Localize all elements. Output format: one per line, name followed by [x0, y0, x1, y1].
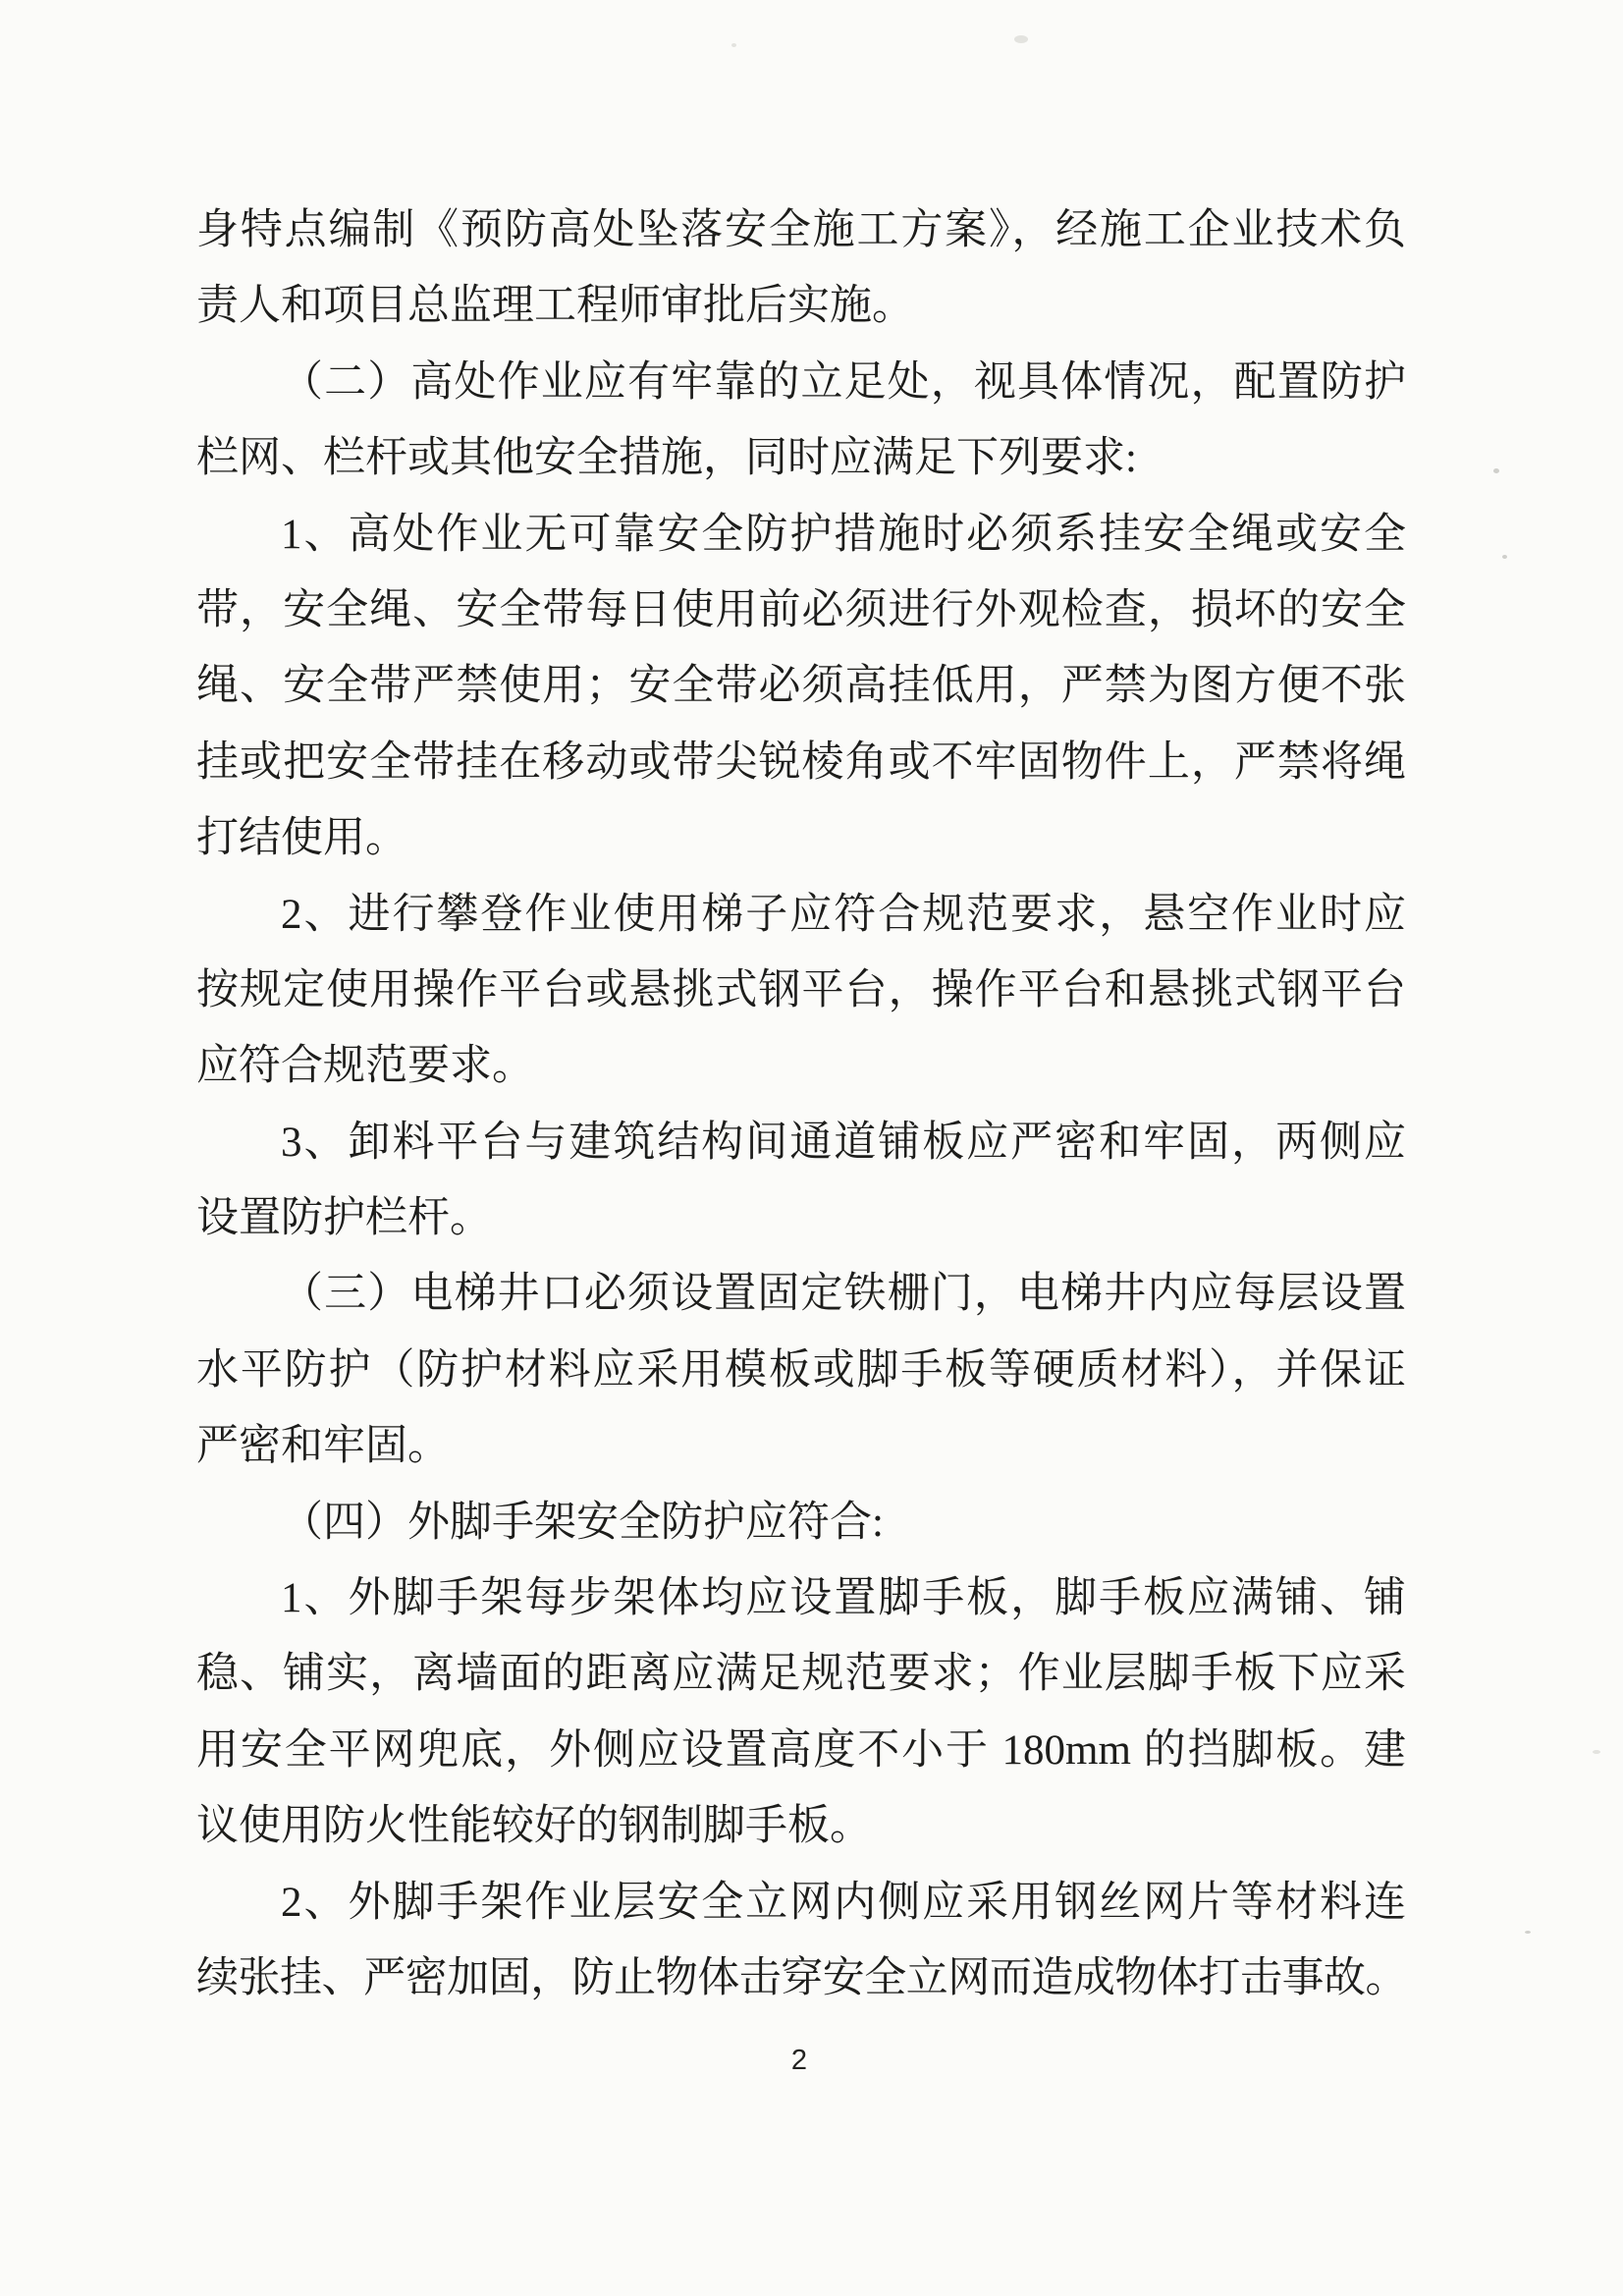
text-line: 1、外脚手架每步架体均应设置脚手板，脚手板应满铺、铺 [281, 1575, 1406, 1622]
text-line: 议使用防火性能较好的钢制脚手板。 [196, 1803, 872, 1850]
text-line: 1、高处作业无可靠安全防护措施时必须系挂安全绳或安全 [281, 511, 1406, 558]
text-line: 打结使用。 [196, 815, 407, 862]
text-line: 绳、安全带严禁使用；安全带必须高挂低用，严禁为图方便不张 [196, 663, 1406, 710]
text-line: 3、卸料平台与建筑结构间通道铺板应严密和牢固，两侧应 [281, 1119, 1406, 1166]
scan-speck [1502, 555, 1507, 559]
text-line: 设置防护栏杆。 [196, 1195, 492, 1242]
text-line: 带，安全绳、安全带每日使用前必须进行外观检查，损坏的安全 [196, 586, 1406, 633]
text-line: （四）外脚手架安全防护应符合: [281, 1499, 884, 1546]
text-line: 身特点编制《预防高处坠落安全施工方案》，经施工企业技术负 [196, 207, 1406, 253]
text-line: 责人和项目总监理工程师审批后实施。 [196, 283, 914, 330]
text-line: 栏网、栏杆或其他安全措施，同时应满足下列要求: [196, 435, 1137, 482]
text-line: 挂或把安全带挂在移动或带尖锐棱角或不牢固物件上，严禁将绳 [196, 738, 1406, 786]
scan-speck [731, 43, 736, 47]
text-line: 按规定使用操作平台或悬挑式钢平台，操作平台和悬挑式钢平台 [196, 966, 1406, 1013]
text-line: 水平防护（防护材料应采用模板或脚手板等硬质材料），并保证 [196, 1346, 1406, 1394]
scan-speck [1525, 1931, 1531, 1934]
text-line: 2、外脚手架作业层安全立网内侧应采用钢丝网片等材料连 [281, 1879, 1406, 1926]
text-line: 续张挂、严密加固，防止物体击穿安全立网而造成物体打击事故。 [196, 1954, 1406, 2001]
page-number: 2 [790, 2045, 808, 2076]
text-line: 用安全平网兜底，外侧应设置高度不小于 180mm 的挡脚板。建 [196, 1726, 1406, 1774]
text-line: 稳、铺实，离墙面的距离应满足规范要求；作业层脚手板下应采 [196, 1651, 1406, 1698]
scan-speck [1014, 35, 1028, 43]
scan-speck [1593, 1750, 1600, 1754]
document-body [196, 192, 1406, 2016]
text-line: 2、进行攀登作业使用梯子应符合规范要求，悬空作业时应 [281, 891, 1406, 938]
text-line: （二）高处作业应有牢靠的立足处，视具体情况，配置防护 [281, 358, 1406, 406]
text-line: 严密和牢固。 [196, 1423, 450, 1470]
text-line: 应符合规范要求。 [196, 1043, 534, 1090]
scan-speck [1493, 468, 1499, 473]
text-line: （三）电梯井口必须设置固定铁栅门，电梯井内应每层设置 [281, 1271, 1406, 1318]
